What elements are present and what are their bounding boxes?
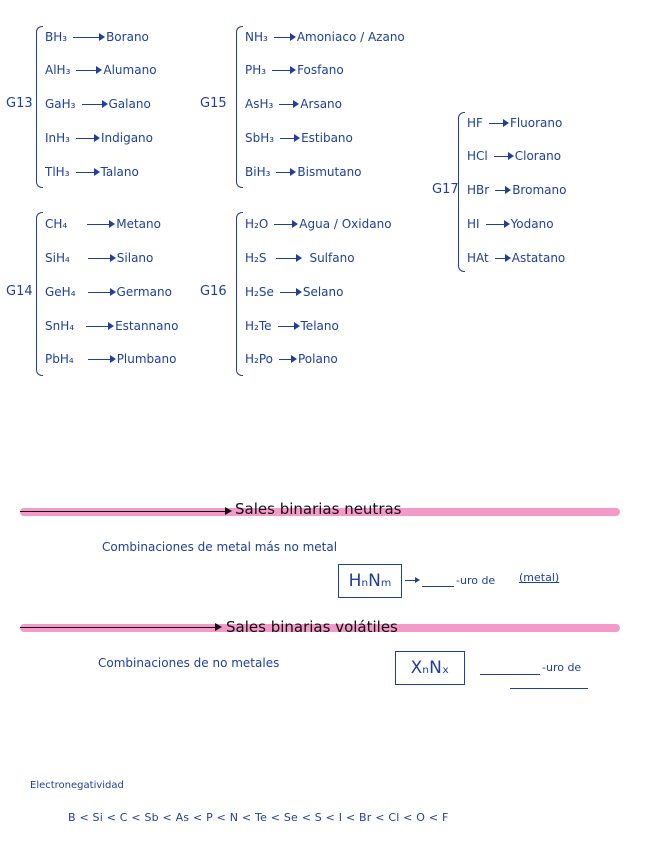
- arrow-icon: [272, 70, 290, 71]
- neutras-description: Combinaciones de metal más no metal: [102, 540, 338, 554]
- formula: SnH₄: [45, 319, 75, 333]
- group-label-g17: G17: [432, 182, 459, 197]
- blank-line: [480, 674, 540, 675]
- suffix-text: -uro de: [456, 574, 496, 587]
- formula-box-volatiles: [395, 651, 465, 685]
- compound-name: Alumano: [103, 63, 157, 77]
- metal-note: (metal): [519, 571, 560, 584]
- arrow-icon: [76, 172, 94, 173]
- hydride-row: [245, 319, 339, 333]
- section-title-neutras: Sales binarias neutras: [235, 500, 402, 518]
- formula: HBr: [467, 183, 490, 197]
- formula: PH₃: [245, 63, 267, 77]
- arrow-icon: [489, 123, 503, 124]
- arrow-icon: [86, 326, 108, 327]
- arrow-icon: [279, 359, 291, 360]
- arrow-icon: [82, 104, 102, 105]
- group-label-g15: G15: [200, 96, 227, 111]
- formula: GeH₄: [45, 285, 76, 299]
- formula: PbH₄: [45, 352, 74, 366]
- compound-name: Astatano: [511, 251, 566, 265]
- arrow-icon: [274, 224, 292, 225]
- compound-name: Talano: [100, 165, 139, 179]
- hydride-row: [45, 30, 149, 44]
- hydride-row: [245, 285, 343, 299]
- compound-name: Clorano: [514, 149, 562, 163]
- formula-text: XₙNₓ: [410, 658, 450, 678]
- arrow-icon: [276, 258, 296, 259]
- hydride-row: [467, 251, 565, 265]
- compound-name: Galano: [108, 97, 151, 111]
- compound-name: Polano: [297, 352, 338, 366]
- hydride-row: [245, 131, 353, 145]
- arrow-icon: [88, 258, 110, 259]
- hydride-row: [245, 352, 338, 366]
- group-label-g16: G16: [200, 284, 227, 299]
- hydride-row: [245, 217, 392, 231]
- formula: HF: [467, 116, 483, 130]
- compound-name: Sulfano: [309, 251, 355, 265]
- compound-name: Fosfano: [297, 63, 344, 77]
- compound-name: Bismutano: [297, 165, 362, 179]
- formula-text: HₙNₘ: [348, 571, 392, 591]
- brace-g17: [458, 112, 465, 272]
- formula-box-neutras: [338, 564, 402, 598]
- formula: CH₄: [45, 217, 68, 231]
- compound-name: Silano: [116, 251, 154, 265]
- formula: HI: [467, 217, 480, 231]
- formula: BiH₃: [245, 165, 271, 179]
- formula: HCl: [467, 149, 488, 163]
- compound-name: Yodano: [510, 217, 554, 231]
- compound-name: Estannano: [115, 319, 179, 333]
- arrow-icon: [280, 138, 294, 139]
- brace-g15: [236, 26, 243, 188]
- arrow-icon: [87, 224, 109, 225]
- formula: SiH₄: [45, 251, 70, 265]
- arrow-icon: [494, 156, 508, 157]
- brace-g13: [36, 26, 43, 188]
- formula: InH₃: [45, 131, 70, 145]
- hydride-row: [467, 217, 554, 231]
- formula: H₂Po: [245, 352, 273, 366]
- electronegativity-label: Electronegatividad: [30, 780, 124, 791]
- hydride-row: [245, 251, 355, 265]
- compound-name: Germano: [116, 285, 172, 299]
- formula: AsH₃: [245, 97, 274, 111]
- compound-name: Amoniaco / Azano: [296, 30, 405, 44]
- arrow-icon: [88, 292, 110, 293]
- hydride-row: [45, 63, 157, 77]
- hydride-row: [467, 183, 566, 197]
- hydride-row: [467, 116, 562, 130]
- arrow-icon: [274, 37, 290, 38]
- arrow-icon: [495, 258, 505, 259]
- formula: NH₃: [245, 30, 268, 44]
- compound-name: Arsano: [300, 97, 342, 111]
- hydride-row: [45, 217, 161, 231]
- brace-g16: [236, 212, 243, 376]
- arrow-icon: [20, 511, 225, 512]
- hydride-row: [245, 165, 362, 179]
- compound-name: Estibano: [301, 131, 353, 145]
- group-label-g14: G14: [6, 284, 33, 299]
- volatiles-description: Combinaciones de no metales: [98, 656, 280, 670]
- suffix-text: -uro de: [542, 661, 582, 674]
- compound-name: Selano: [302, 285, 344, 299]
- formula: H₂S: [245, 251, 267, 265]
- formula: H₂Te: [245, 319, 272, 333]
- formula: SbH₃: [245, 131, 275, 145]
- formula: HAt: [467, 251, 489, 265]
- arrow-icon: [276, 172, 290, 173]
- hydride-row: [245, 30, 405, 44]
- brace-g14: [36, 212, 43, 376]
- section-title-volatiles: Sales binarias volátiles: [226, 618, 398, 636]
- compound-name: Fluorano: [509, 116, 563, 130]
- arrow-icon: [20, 627, 215, 628]
- arrow-icon: [405, 580, 415, 581]
- formula: AlH₃: [45, 63, 71, 77]
- arrow-icon: [278, 326, 294, 327]
- arrow-icon: [76, 70, 96, 71]
- hydride-row: [45, 319, 178, 333]
- compound-name: Plumbano: [116, 352, 177, 366]
- arrow-icon: [88, 359, 110, 360]
- arrow-icon: [280, 292, 296, 293]
- compound-name: Indigano: [100, 131, 153, 145]
- hydride-row: [45, 251, 153, 265]
- hydride-row: [45, 285, 172, 299]
- hydride-row: [245, 97, 342, 111]
- arrow-icon: [486, 224, 504, 225]
- hydride-row: [45, 165, 139, 179]
- compound-name: Agua / Oxidano: [299, 217, 392, 231]
- arrow-icon: [495, 190, 505, 191]
- formula: BH₃: [45, 30, 68, 44]
- hydride-row: [467, 149, 561, 163]
- formula: H₂Se: [245, 285, 274, 299]
- compound-name: Borano: [106, 30, 149, 44]
- arrow-icon: [279, 104, 293, 105]
- arrow-icon: [73, 37, 99, 38]
- blank-line: [510, 688, 588, 689]
- group-label-g13: G13: [6, 96, 33, 111]
- formula: GaH₃: [45, 97, 76, 111]
- electronegativity-sequence: B < Si < C < Sb < As < P < N < Te < Se < S < I < Br < Cl < O < F: [68, 811, 449, 824]
- compound-name: Telano: [300, 319, 339, 333]
- compound-name: Bromano: [512, 183, 567, 197]
- hydride-row: [45, 97, 151, 111]
- hydride-row: [45, 352, 176, 366]
- blank-line: [422, 586, 454, 587]
- formula: TlH₃: [45, 165, 70, 179]
- arrow-icon: [76, 138, 94, 139]
- formula: H₂O: [245, 217, 269, 231]
- hydride-row: [245, 63, 344, 77]
- hydride-row: [45, 131, 153, 145]
- compound-name: Metano: [116, 217, 161, 231]
